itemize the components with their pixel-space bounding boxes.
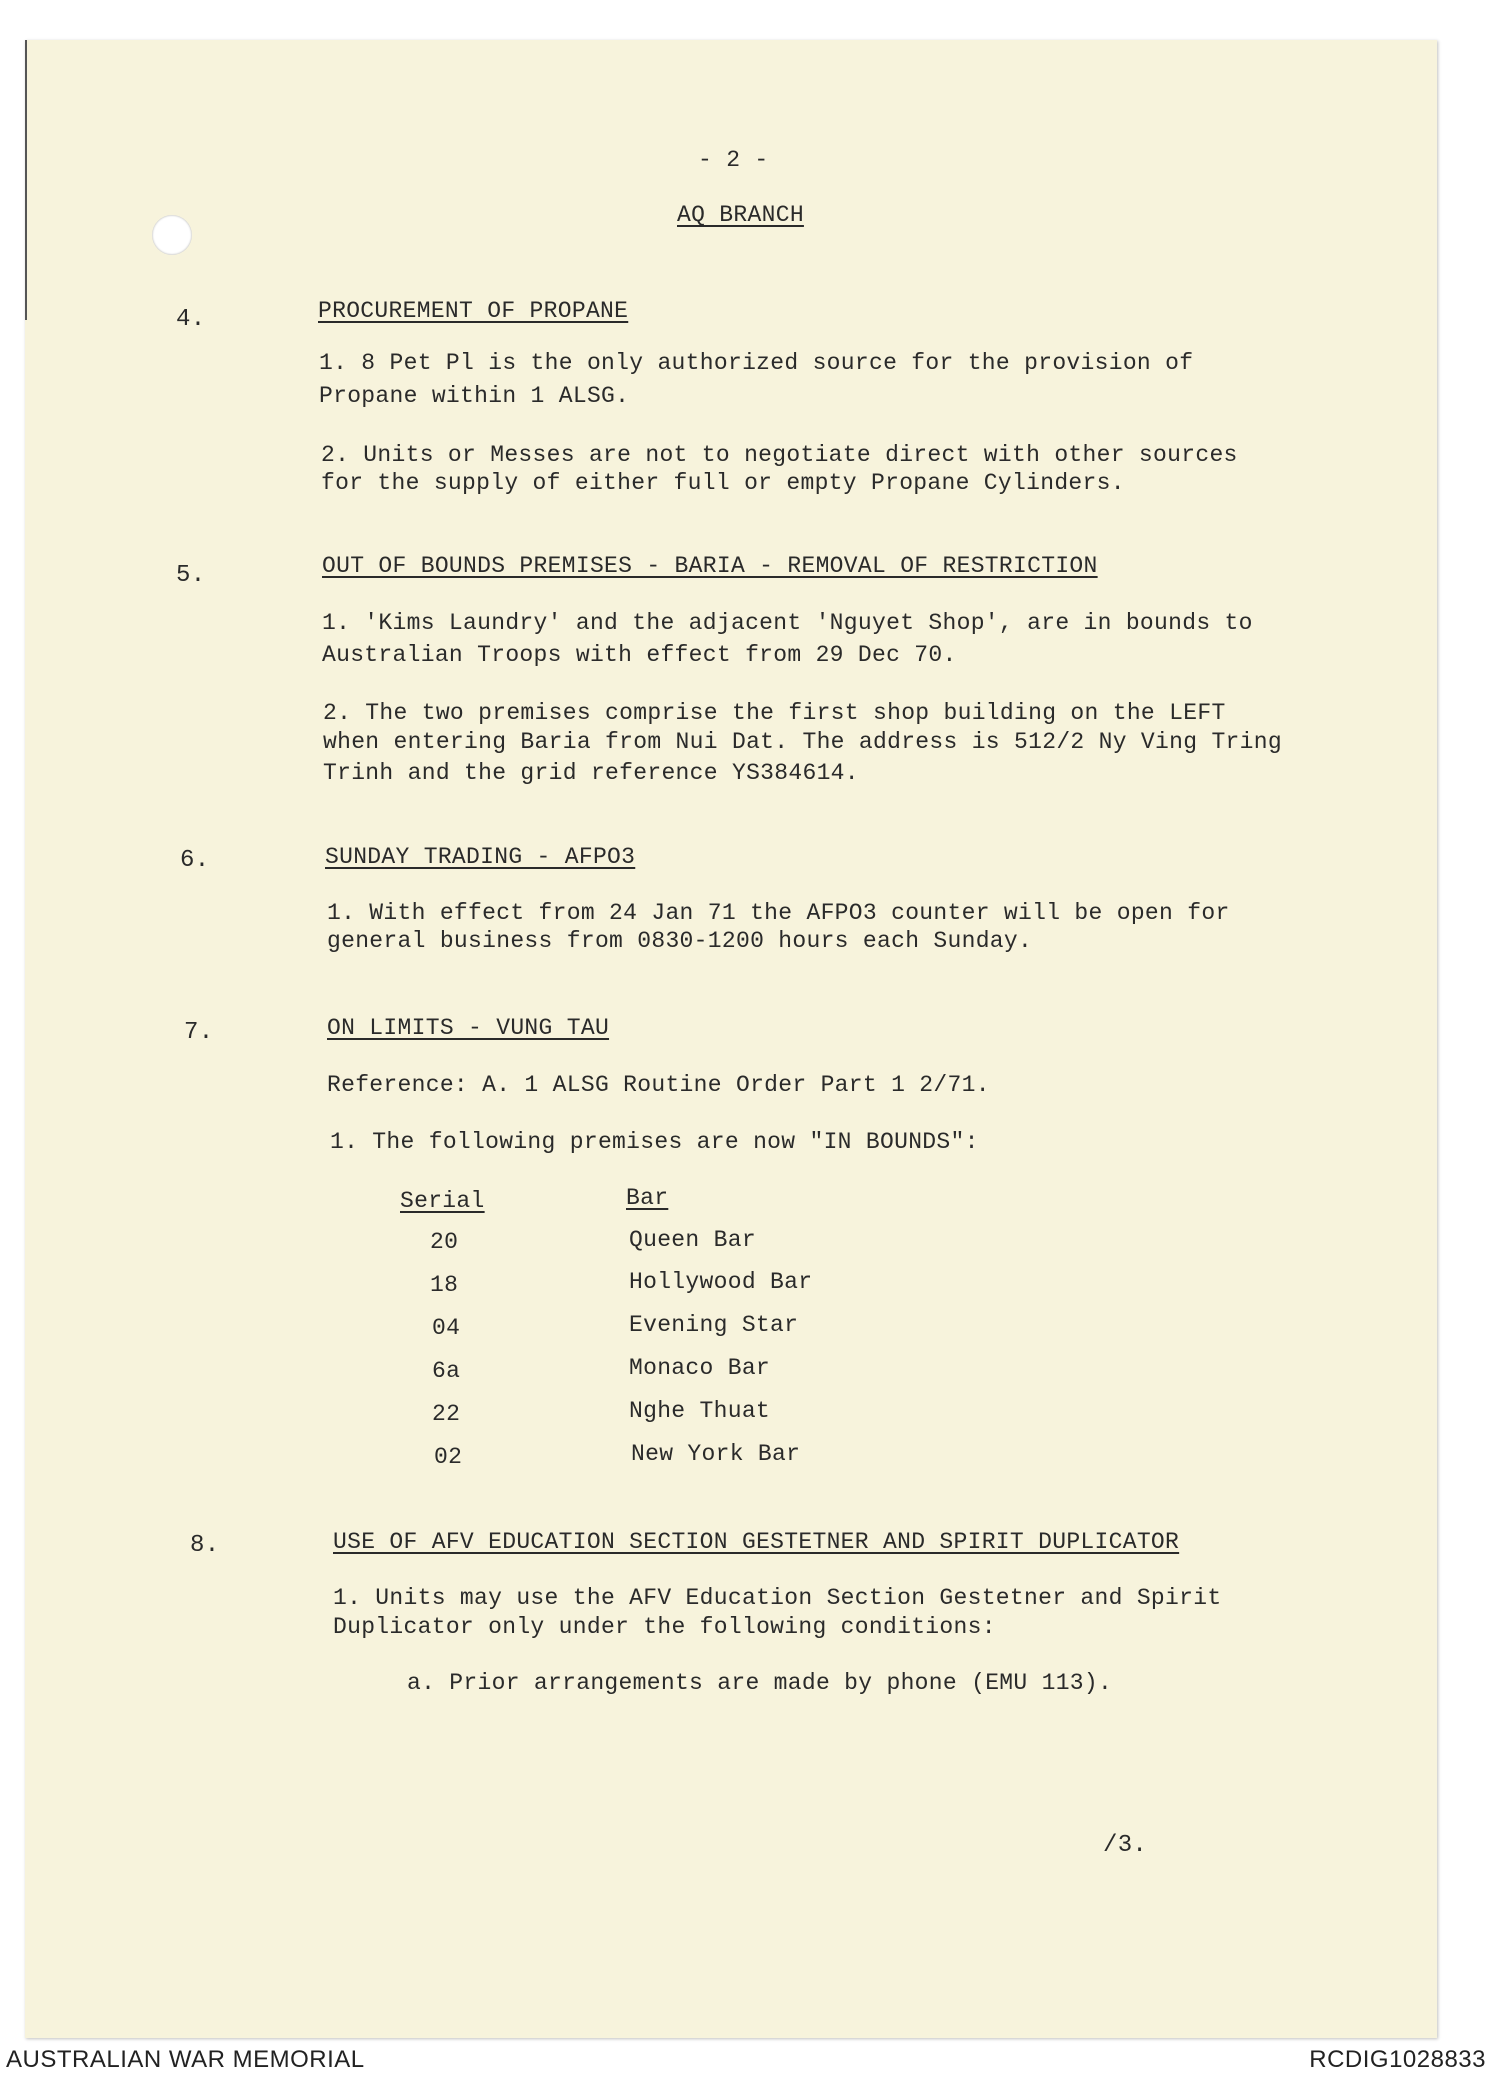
section-4-para2-line1: 2. Units or Messes are not to negotiate direct with other sources [321,442,1238,468]
section-6-heading: SUNDAY TRADING - AFPO3 [325,844,636,870]
sheet-edge-shadow [25,40,27,320]
continuation-marker: /3. [1103,1832,1148,1859]
page-number: - 2 - [698,147,769,173]
section-5-para2-line1: 2. The two premises comprise the first shop building on the LEFT [323,700,1226,726]
section-4-para1-line1: 1. 8 Pet Pl is the only authorized source for the provision of [319,350,1194,376]
branch-heading: AQ BRANCH [677,202,804,228]
table-row-serial: 18 [430,1272,459,1298]
footer-record-id: RCDIG1028833 [1309,2046,1486,2073]
section-7-reference: Reference: A. 1 ALSG Routine Order Part 1 2/71. [327,1072,990,1098]
section-6-para1-line2: general business from 0830-1200 hours each Sunday. [327,928,1033,954]
table-row-bar: Queen Bar [629,1227,756,1253]
section-6-para1-line1: 1. With effect from 24 Jan 71 the AFPO3 counter will be open for [327,900,1230,926]
section-8-number: 8. [190,1532,220,1559]
table-header-serial: Serial [400,1188,485,1214]
table-row-bar: Nghe Thuat [629,1398,771,1424]
table-row-serial: 6a [432,1358,461,1384]
section-8-heading: USE OF AFV EDUCATION SECTION GESTETNER AND SPIRIT DUPLICATOR [333,1529,1180,1555]
table-row-serial: 22 [432,1401,461,1427]
section-5-para2-line3: Trinh and the grid reference YS384614. [323,760,859,786]
section-7-para1-line1: 1. The following premises are now "IN BOUNDS": [330,1129,979,1155]
section-7-number: 7. [184,1019,214,1046]
section-4-para1-line2: Propane within 1 ALSG. [319,383,630,409]
table-row-bar: New York Bar [631,1441,801,1467]
section-5-para1-line1: 1. 'Kims Laundry' and the adjacent 'Nguyet Shop', are in bounds to [322,610,1253,636]
section-4-number: 4. [176,306,206,333]
section-4-heading: PROCUREMENT OF PROPANE [318,298,629,324]
table-row-bar: Monaco Bar [629,1355,771,1381]
section-8-para1-line1: 1. Units may use the AFV Education Section Gestetner and Spirit [333,1585,1222,1611]
section-4-para2-line2: for the supply of either full or empty Propane Cylinders. [321,470,1125,496]
table-row-serial: 02 [434,1444,463,1470]
table-row-serial: 04 [432,1315,461,1341]
document-sheet [25,40,1437,2038]
section-8-para1-line2: Duplicator only under the following conditions: [333,1614,996,1640]
section-8-condition-a: a. Prior arrangements are made by phone (EMU 113). [407,1670,1113,1696]
table-row-bar: Hollywood Bar [629,1269,813,1295]
section-5-number: 5. [176,562,206,589]
table-header-bar: Bar [626,1185,669,1211]
section-7-heading: ON LIMITS - VUNG TAU [327,1015,610,1041]
section-5-para1-line2: Australian Troops with effect from 29 Dec 70. [322,642,957,668]
section-5-heading: OUT OF BOUNDS PREMISES - BARIA - REMOVAL OF RESTRICTION [322,553,1098,579]
table-row-bar: Evening Star [629,1312,799,1338]
table-row-serial: 20 [430,1229,459,1255]
punch-hole [152,215,192,255]
section-6-number: 6. [180,847,210,874]
footer-source-label: AUSTRALIAN WAR MEMORIAL [6,2046,365,2073]
section-5-para2-line2: when entering Baria from Nui Dat. The address is 512/2 Ny Ving Tring [323,729,1282,755]
